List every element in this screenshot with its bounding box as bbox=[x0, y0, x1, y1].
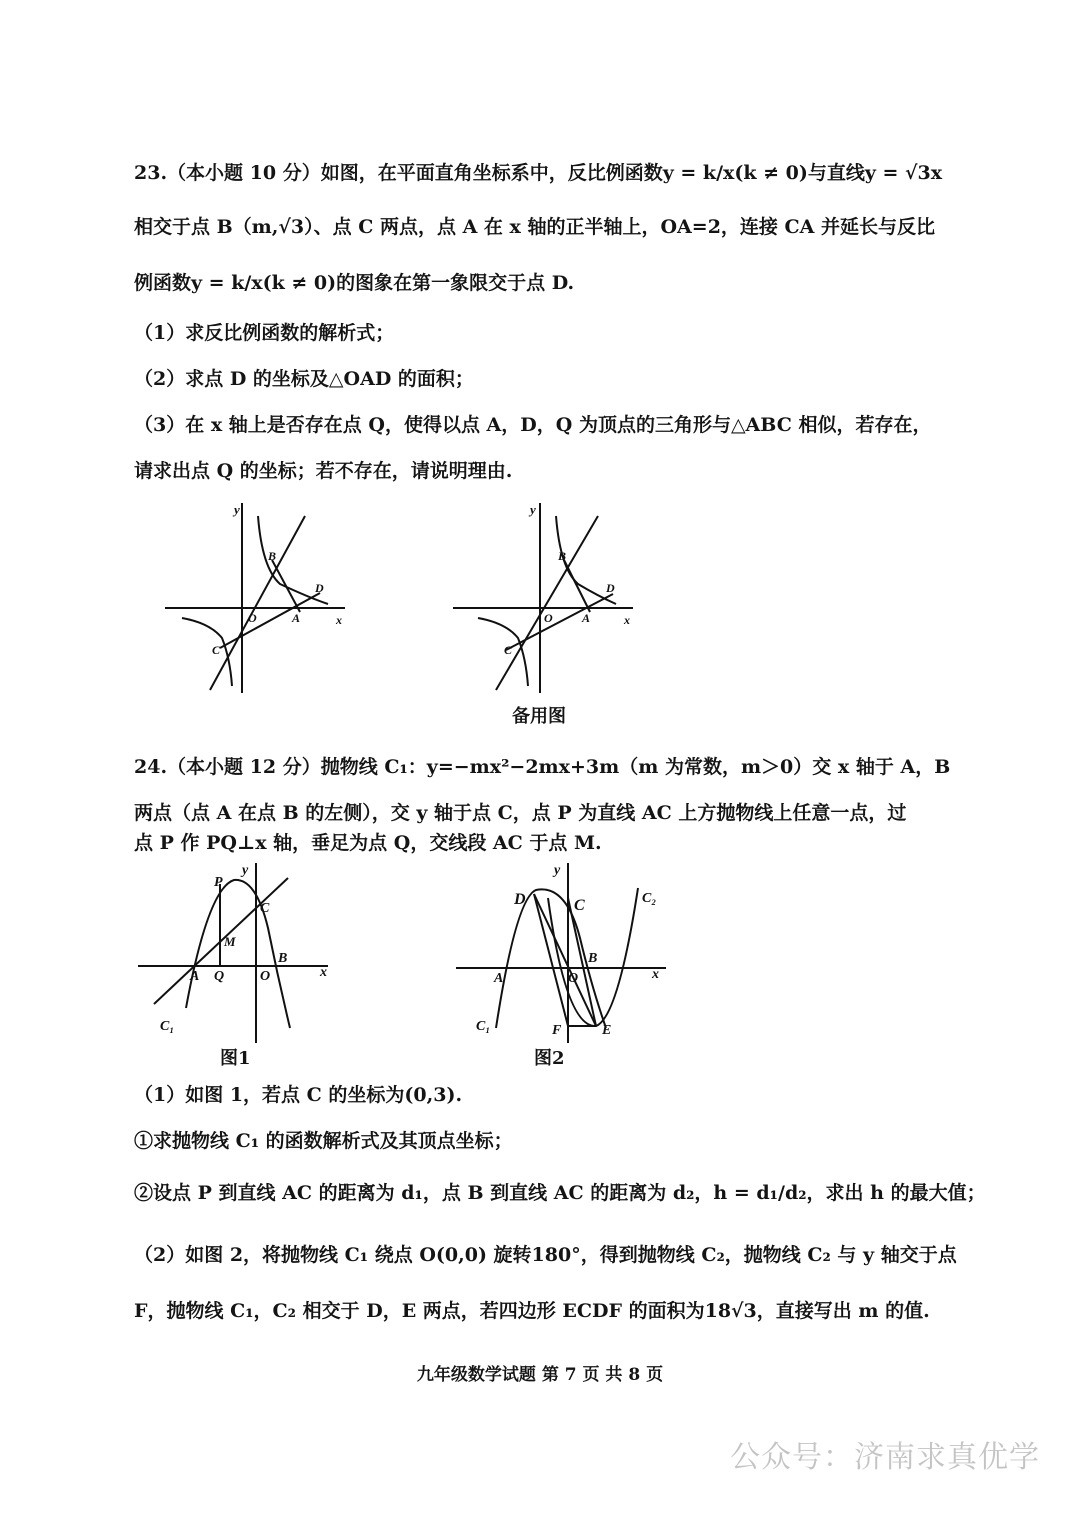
axis-y-label: y bbox=[242, 863, 249, 878]
point-b-label: B bbox=[268, 549, 277, 563]
q23-part-3: （3）在 x 轴上是否存在点 Q，使得以点 A，D，Q 为顶点的三角形与△ABC 相似，若存在， bbox=[134, 414, 932, 436]
caption-backup-figure: 备用图 bbox=[512, 706, 566, 727]
point-d-label: D bbox=[606, 581, 615, 595]
origin-label: O bbox=[260, 969, 271, 984]
q23-part-1: （1）求反比例函数的解析式； bbox=[134, 322, 395, 344]
q23-line-2: 相交于点 B（m,√3）、点 C 两点，点 A 在 x 轴的正半轴上，OA=2，连接 CA 并延长与反比 bbox=[134, 216, 936, 238]
q24-part-1-ii: ②设点 P 到直线 AC 的距离为 d₁，点 B 到直线 AC 的距离为 d₂，h = d₁/d₂，求出 h 的最大值； bbox=[134, 1182, 986, 1204]
axis-x-label: x bbox=[336, 613, 342, 627]
axis-y-label: y bbox=[234, 502, 240, 517]
origin-label: O bbox=[568, 971, 579, 986]
curve-c2-label: C₂ bbox=[642, 891, 657, 906]
q24-figure-1 bbox=[138, 858, 338, 1048]
point-c-label: C bbox=[260, 901, 270, 916]
point-d-label: D bbox=[514, 891, 526, 908]
axis-y-label: y bbox=[530, 502, 536, 517]
point-b-label: B bbox=[278, 951, 288, 966]
q23-figure-backup bbox=[448, 498, 648, 698]
point-m-label: M bbox=[224, 934, 236, 949]
caption-fig2: 图2 bbox=[534, 1048, 565, 1069]
q24-line-3: 点 P 作 PQ⊥x 轴，垂足为点 Q，交线段 AC 于点 M. bbox=[134, 832, 602, 854]
axis-x-label: x bbox=[652, 967, 659, 982]
q24-part-2-cont: F，抛物线 C₁，C₂ 相交于 D，E 两点，若四边形 ECDF 的面积为18√3，直接写出 m 的值. bbox=[134, 1300, 930, 1322]
axis-y-label: y bbox=[554, 863, 561, 878]
q23-part-2: （2）求点 D 的坐标及△OAD 的面积； bbox=[134, 368, 474, 390]
q23-figure-main bbox=[160, 498, 360, 698]
point-c-label: C bbox=[504, 643, 513, 657]
point-d-label: D bbox=[315, 581, 324, 595]
watermark: 公众号：济南求真优学 bbox=[730, 1440, 1040, 1475]
point-b-label: B bbox=[588, 951, 598, 966]
point-a-label: A bbox=[190, 969, 200, 984]
origin-label: O bbox=[248, 611, 257, 625]
point-a-label: A bbox=[582, 611, 591, 625]
q24-line-1: 24.（本小题 12 分）抛物线 C₁：y=−mx²−2mx+3m（m 为常数，m＞0）交 x 轴于 A，B bbox=[134, 756, 951, 778]
q24-figure-2 bbox=[456, 858, 676, 1048]
q24-line-2: 两点（点 A 在点 B 的左侧），交 y 轴于点 C，点 P 为直线 AC 上方抛物线上任意一点，过 bbox=[134, 802, 907, 824]
axis-x-label: x bbox=[320, 965, 327, 980]
point-p-label: P bbox=[214, 875, 223, 890]
point-c-label: C bbox=[212, 643, 221, 657]
curve-c1-label: C₁ bbox=[476, 1019, 491, 1034]
point-q-label: Q bbox=[214, 969, 225, 984]
point-b-label: B bbox=[558, 549, 567, 563]
q23-line-1: 23.（本小题 10 分）如图，在平面直角坐标系中，反比例函数y = k/x(k ≠ 0)与直线y = √3x bbox=[134, 162, 943, 184]
point-a-label: A bbox=[292, 611, 301, 625]
point-c-label: C bbox=[574, 897, 585, 914]
q23-part-3-cont: 请求出点 Q 的坐标；若不存在，请说明理由. bbox=[134, 460, 513, 482]
q24-part-2: （2）如图 2，将抛物线 C₁ 绕点 O(0,0) 旋转180°，得到抛物线 C₂，抛物线 C₂ 与 y 轴交于点 bbox=[134, 1244, 957, 1266]
point-a-label: A bbox=[494, 971, 504, 986]
origin-label: O bbox=[544, 611, 553, 625]
q24-part-1: （1）如图 1，若点 C 的坐标为(0,3). bbox=[134, 1084, 463, 1106]
q24-part-1-i: ①求抛物线 C₁ 的函数解析式及其顶点坐标； bbox=[134, 1130, 513, 1152]
point-e-label: E bbox=[602, 1023, 612, 1038]
q23-line-3: 例函数y = k/x(k ≠ 0)的图象在第一象限交于点 D. bbox=[134, 272, 575, 294]
page-footer: 九年级数学试题 第 7 页 共 8 页 bbox=[416, 1365, 664, 1385]
point-f-label: F bbox=[552, 1023, 562, 1038]
axis-x-label: x bbox=[624, 613, 630, 627]
curve-c1-label: C₁ bbox=[160, 1019, 175, 1034]
caption-fig1: 图1 bbox=[220, 1048, 251, 1069]
